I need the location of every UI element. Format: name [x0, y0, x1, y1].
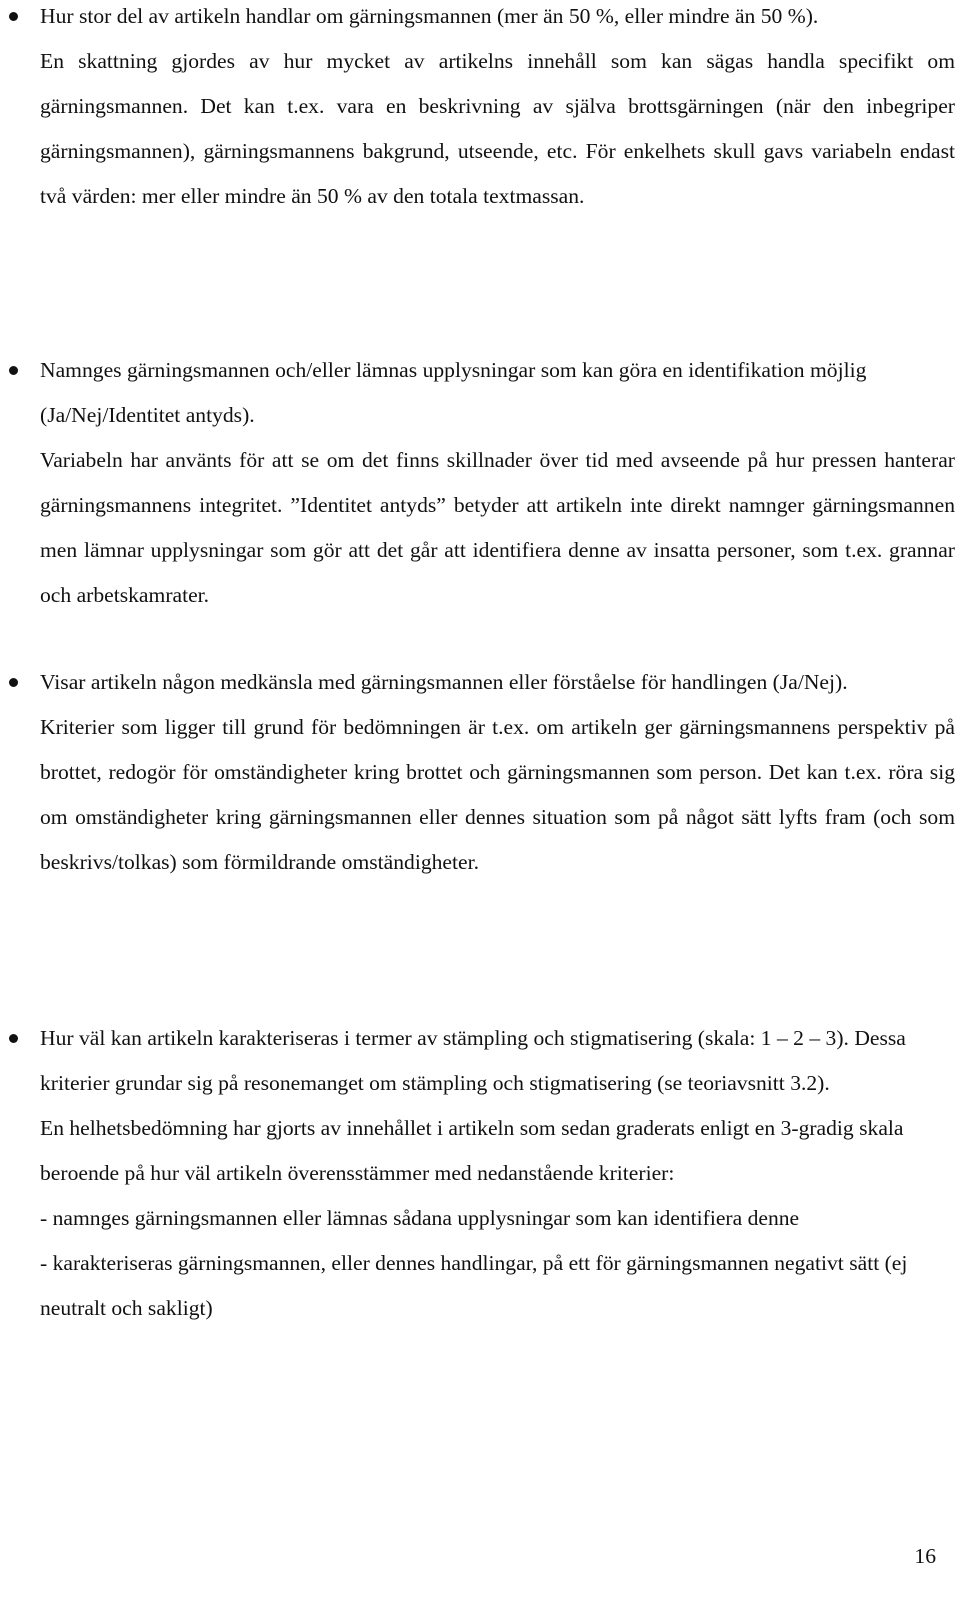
- criterion-line: - karakteriseras gärningsmannen, eller dennes handlingar, på ett för gärningsmannen negativt sätt (ej neutralt och sakligt): [40, 1251, 908, 1320]
- list-item-sympathy: [40, 660, 955, 885]
- item-explanation: Kriterier som ligger till grund för bedömningen är t.ex. om artikeln ger gärningsmannens perspektiv på brottet, redogör för omständigheter kring brottet och gärningsmannen som person. Det kan t.ex. röra sig om omständigheter kring gärningsmannen eller dennes situation som på något sätt lyfts fram (och som beskrivs/tolkas) som förmildrande omständigheter.: [40, 715, 955, 874]
- item-question: Hur stor del av artikeln handlar om gärningsmannen (mer än 50 %, eller mindre än 50 %).: [40, 4, 819, 28]
- bullet-icon: [9, 12, 18, 21]
- item-question: Hur väl kan artikeln karakteriseras i termer av stämpling och stigmatisering (skala: 1 – 2 – 3). Dessa kriterier grundar sig på resonemanget om stämpling och stigmatisering (se teoriavsnitt 3.2).: [40, 1026, 906, 1095]
- criterion-line: - namnges gärningsmannen eller lämnas sådana upplysningar som kan identifiera denne: [40, 1206, 800, 1230]
- item-explanation: En helhetsbedömning har gjorts av innehållet i artikeln som sedan graderats enligt en 3-gradig skala beroende på hur väl artikeln överensstämmer med nedanstående kriterier:: [40, 1116, 904, 1185]
- list-item-identification: [40, 348, 955, 618]
- list-item-share-about-perpetrator: [40, 0, 955, 219]
- item-question: Visar artikeln någon medkänsla med gärningsmannen eller förståelse för handlingen (Ja/Nej).: [40, 670, 848, 694]
- item-explanation: En skattning gjordes av hur mycket av artikelns innehåll som kan sägas handla specifikt om gärningsmannen. Det kan t.ex. vara en beskrivning av själva brottsgärningen (när den inbegriper gärningsmannen), gärningsmannens bakgrund, utseende, etc. För enkelhets skull gavs variabeln endast två värden: mer eller mindre än 50 % av den totala textmassan.: [40, 49, 955, 208]
- list-item-stigmatization-scale: [40, 1016, 955, 1331]
- bullet-icon: [9, 1034, 18, 1043]
- item-explanation: Variabeln har använts för att se om det finns skillnader över tid med avseende på hur pressen hanterar gärningsmannens integritet. ”Identitet antyds” betyder att artikeln inte direkt namnger gärningsmannen men lämnar upplysningar som gör att det går att identifiera denne av insatta personer, som t.ex. grannar och arbetskamrater.: [40, 448, 955, 607]
- bullet-icon: [9, 366, 18, 375]
- page-number: 16: [914, 1544, 936, 1568]
- item-question: Namnges gärningsmannen och/eller lämnas upplysningar som kan göra en identifikation möjlig (Ja/Nej/Identitet antyds).: [40, 358, 867, 427]
- bullet-icon: [9, 678, 18, 687]
